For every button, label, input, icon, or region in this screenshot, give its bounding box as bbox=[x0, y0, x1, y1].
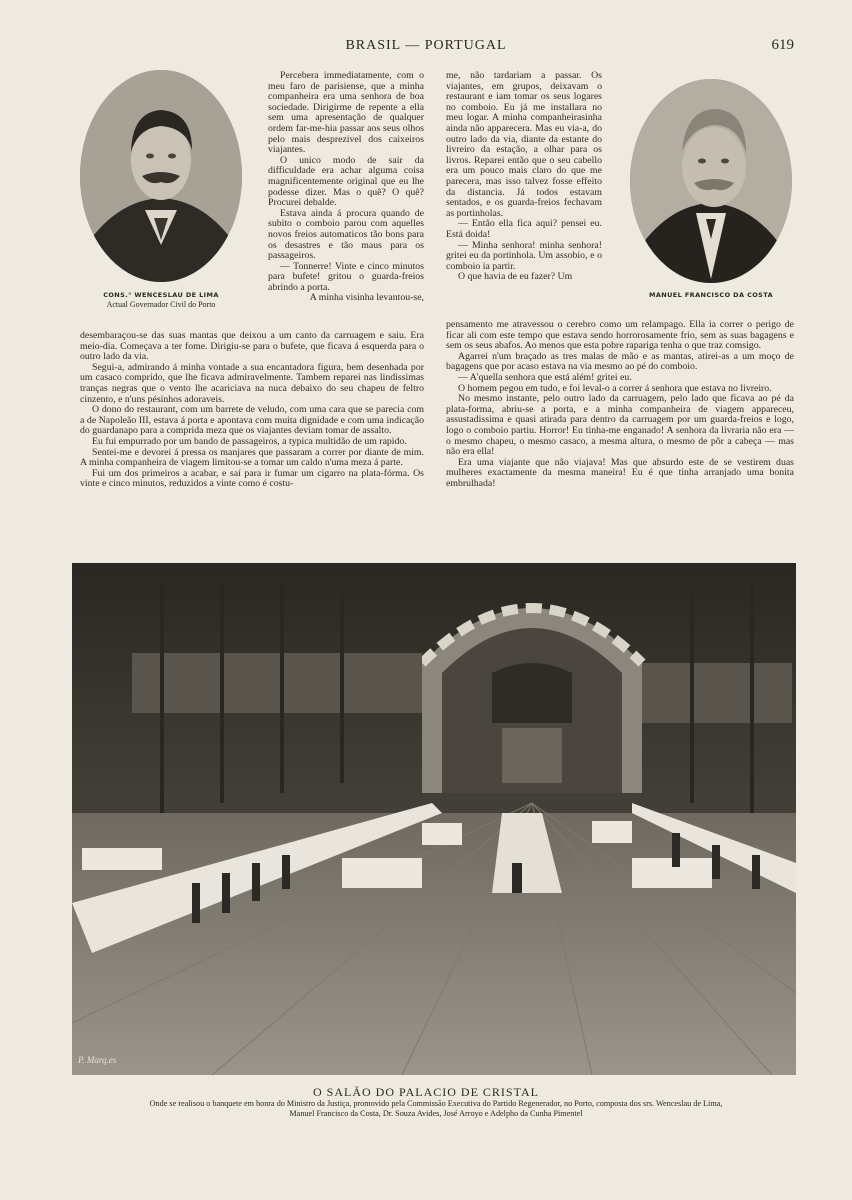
column-2-bottom-text bbox=[446, 320, 794, 490]
running-header: BRASIL — PORTUGAL bbox=[345, 38, 507, 53]
portrait-left-name: CONS.° WENCESLAU DE LIMA bbox=[103, 291, 219, 299]
paragraph: Era uma viajante que não viajava! Mas que absurdo este de se vestirem duas mulheres exactamente da mesma maneira! Eu é que tinha arranjado uma bonita embrulhada! bbox=[446, 456, 794, 489]
paragraph: O unico modo de sair da difficuldade era achar alguma coisa magnificentemente original que eu lhe podesse dizer. Mas o quê? O quê? Procurei debalde. bbox=[268, 154, 424, 209]
portrait-manuel-francisco-da-costa bbox=[630, 79, 792, 283]
paragraph: — Minha senhora! minha senhora! gritei eu da portinhola. Um assobio, e o comboio ia partir. bbox=[446, 239, 602, 272]
column-2-top-text bbox=[446, 71, 602, 283]
paragraph: — Então ella fica aqui? pensei eu. Está doida! bbox=[446, 218, 602, 240]
paragraph: Sentei-me e devorei á pressa os manjares que passaram a correr por diante de mim. A minha companheira de viagem limitou-se a tomar um caldo n'uma meza á parte. bbox=[80, 446, 424, 469]
paragraph: A minha visinha levantou-se, bbox=[309, 292, 424, 304]
paragraph: O que havia de eu fazer? Um bbox=[458, 271, 573, 283]
portrait-left-subtitle: Actual Governador Civil do Porto bbox=[106, 300, 216, 309]
portrait-right-name: MANUEL FRANCISCO DA COSTA bbox=[648, 291, 774, 299]
paragraph: Agarrei n'um braçado as tres malas de mão e as mantas, atirei-as a um moço de bagagens que por acaso estava na via mesmo ao pé do comboio. bbox=[446, 350, 794, 373]
paragraph: O dono do restaurant, com um barrete de veludo, com uma cara que se parecia com a de Napoleão III, estava á porta e apontava com muita dignidade e com uma indicação do guardanapo para a comprida meza que os viajantes deviam tomar de assalto. bbox=[80, 404, 424, 437]
paragraph: Percebera immediatamente, com o meu faro de parisiense, que a minha companheira era uma senhora de boa sociedade. Dirigirme de repente a ella sem uma apresentação de qualquer ordem far-me-hia passar aos seus olhos pelo mais desprezivel dos caixeiros viajantes. bbox=[268, 70, 424, 156]
photo-title: O SALÃO DO PALACIO DE CRISTAL bbox=[313, 1085, 539, 1099]
paragraph: Estava ainda á procura quando de subito o comboio parou com aquelles novos freios automaticos tão bons para os desastres e tão maus para os passageiros. bbox=[268, 207, 424, 262]
paragraph: O homem pegou em tudo, e foi leval-o a correr á senhora que estava no livreiro. bbox=[458, 382, 772, 394]
photo-caption-line-1: Onde se realisou o banquete em honra do Ministro da Justiça, promovido pela Commissão Executiva do Partido Regenerador, no Porto, composta dos srs. Wenceslau de Lima, bbox=[149, 1099, 723, 1108]
paragraph: Eu fui empurrado por um bando de passageiros, a typica multidão de um rapido. bbox=[92, 435, 407, 447]
photo-caption bbox=[76, 1099, 796, 1119]
paragraph: Fui um dos primeiros a acabar, e saí para ir fumar um cigarro na plata-fórma. Os vinte e cinco minutos, reduzidos a vinte como é costu- bbox=[80, 467, 424, 490]
photographer-signature: P. Marq.es bbox=[78, 1055, 117, 1065]
paragraph: — A'quella senhora que está além! gritei eu. bbox=[458, 371, 632, 383]
paragraph: — Tonnerre! Vinte e cinco minutos para bufete! gritou o guarda-freios abrindo a porta. bbox=[268, 260, 424, 293]
paragraph: Segui-a, admirando á minha vontade a sua encantadora figura, bem desenhada por um casaco comprido, que lhe ficava admiravelmente. Tambem reparei nas lindissimas tranças negras que o vento lhe acariciava na nuca debaixo do seu chapeu de feltro cinzento, e n'uns pésinhos adoraveis. bbox=[80, 361, 424, 405]
banquet-hall-photo bbox=[72, 563, 796, 1075]
page-number: 619 bbox=[771, 37, 794, 53]
portrait-wenceslau-de-lima bbox=[80, 70, 242, 282]
paragraph: No mesmo instante, pelo outro lado da carruagem, pelo lado que ficava ao pé da plata-forma, abriu-se a porta, e a minha companheira de viagem appareceu, assustadissima e quasi atirada para dentro da carruagem por um guarda-freios e logo, logo o comboio partiu. Horror! Eu tinha-me enganado! A senhora da livraria não era — o mesmo chapeu, o mesmo casaco, a mesma altura, o mesmo de pôr a cabeça — mas não era ella! bbox=[446, 393, 794, 458]
paragraph: desembaraçou-se das suas mantas que deixou a um canto da carruagem e saiu. Era meio-dia. Começava a ter fome. Dirigiu-se para o bufete, que ficava á esquerda para o outro lado da via. bbox=[80, 330, 424, 363]
photo-caption-line-2: Manuel Francisco da Costa, Dr. Souza Avides, José Arroyo e Adelpho da Cunha Pimentel bbox=[289, 1109, 583, 1118]
column-1-bottom-text bbox=[80, 331, 424, 490]
column-1-top-text bbox=[268, 71, 424, 304]
paragraph: me, não tardariam a passar. Os viajantes, em grupos, deixavam o restaurant e iam tomar os seus logares no comboio. Eu já me installara no meu logar. A minha companheirasinha ainda não apparecera. Mas eu via-a, do outro lado da via, diante da estante do livreiro da estação, a olhar para os livros. Reparei então que o seu cabello era um pouco mais claro do que me parecera, mas isso talvez fosse effeito da distancia. Já todos estavam sentados, e os guarda-freios fechavam as portinholas. bbox=[446, 70, 602, 219]
paragraph: pensamento me atravessou o cerebro como um relampago. Ella ia correr o perigo de ficar ali com este tempo que estava sendo horrorosamente frio, sem as suas bagagens e sem os seus abafos. Ao menos que esta pobre rapariga tenha o que traz comsigo. bbox=[446, 319, 794, 352]
